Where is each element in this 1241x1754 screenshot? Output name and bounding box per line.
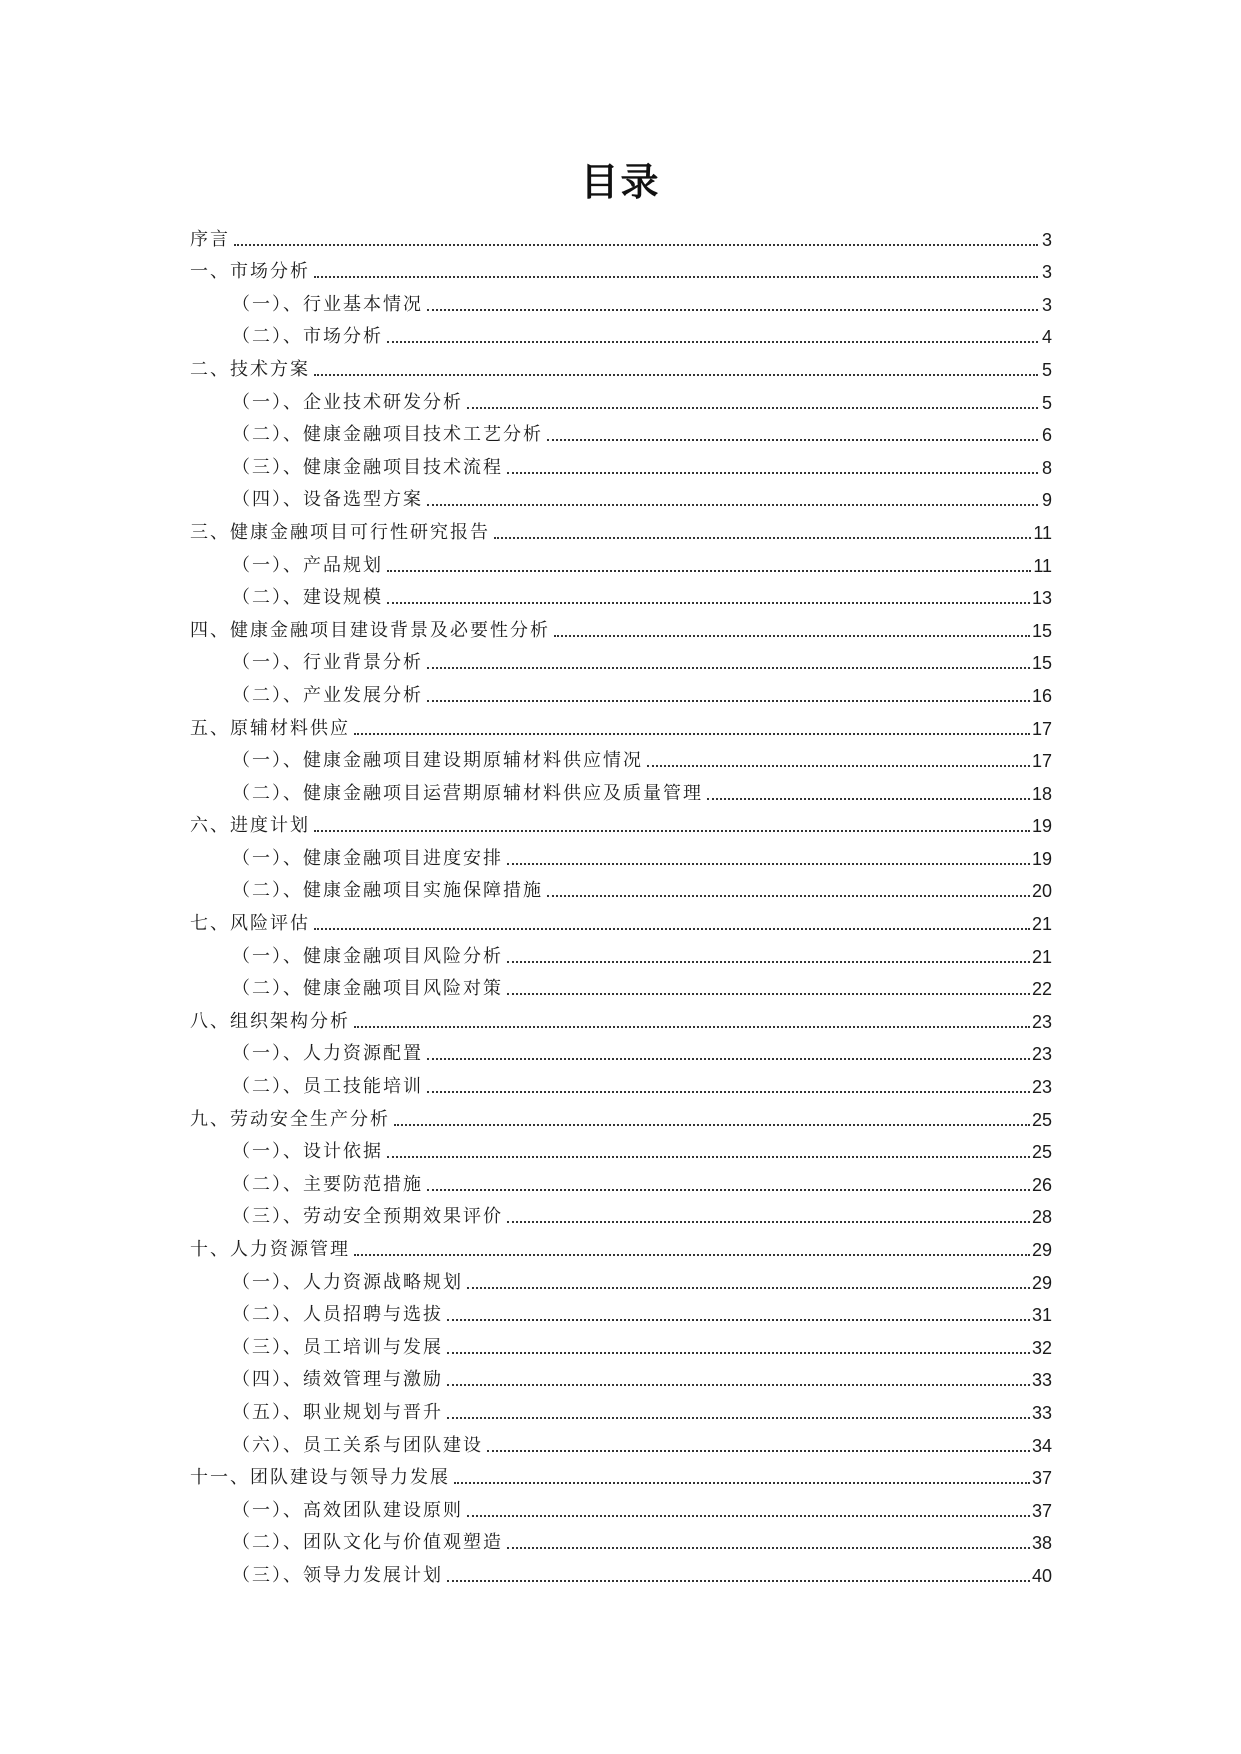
toc-entry-section[interactable]: [190, 1359, 1052, 1392]
toc-dot-leader: [394, 1124, 1030, 1126]
toc-entry-section[interactable]: [190, 1554, 1052, 1587]
toc-dot-leader: [494, 537, 1031, 539]
toc-entry-label: 二、技术方案: [190, 358, 310, 380]
toc-entry-section[interactable]: [190, 935, 1052, 968]
toc-entry-page-number: 29: [1031, 1272, 1052, 1293]
toc-entry-page-number: 28: [1031, 1207, 1052, 1228]
toc-entry-label: 六、进度计划: [190, 815, 310, 837]
toc-dot-leader: [234, 244, 1038, 246]
toc-entry-page-number: 15: [1031, 620, 1052, 641]
toc-dot-leader: [507, 993, 1030, 995]
toc-entry-page-number: 33: [1031, 1370, 1052, 1391]
toc-entry-label: （一）、行业背景分析: [232, 652, 423, 674]
toc-entry-label: （二）、健康金融项目风险对策: [232, 978, 503, 1000]
toc-entry-section[interactable]: [190, 544, 1052, 577]
toc-entry-section[interactable]: [190, 1065, 1052, 1098]
toc-dot-leader: [427, 504, 1038, 506]
toc-dot-leader: [427, 1189, 1030, 1191]
toc-entry-section[interactable]: [190, 968, 1052, 1001]
toc-dot-leader: [547, 895, 1030, 897]
toc-entry-label: 一、市场分析: [190, 261, 310, 283]
toc-entry-section[interactable]: [190, 577, 1052, 610]
toc-entry-page-number: 20: [1031, 881, 1052, 902]
toc-entry-section[interactable]: [190, 1522, 1052, 1555]
toc-entry-section[interactable]: [190, 642, 1052, 675]
toc-entry-section[interactable]: [190, 870, 1052, 903]
toc-entry-label: （二）、健康金融项目实施保障措施: [232, 880, 543, 902]
toc-entry-section[interactable]: [190, 316, 1052, 349]
toc-dot-leader: [427, 667, 1030, 669]
toc-entry-section[interactable]: [190, 674, 1052, 707]
toc-entry-chapter[interactable]: [190, 218, 1052, 251]
toc-entry-section[interactable]: [190, 837, 1052, 870]
toc-entry-page-number: 37: [1031, 1468, 1052, 1489]
toc-dot-leader: [547, 439, 1038, 441]
toc-entry-chapter[interactable]: [190, 1457, 1052, 1490]
toc-dot-leader: [487, 1450, 1030, 1452]
toc-entry-section[interactable]: [190, 1294, 1052, 1327]
toc-entry-label: （六）、员工关系与团队建设: [232, 1434, 483, 1456]
toc-dot-leader: [314, 374, 1038, 376]
toc-entry-section[interactable]: [190, 446, 1052, 479]
toc-entry-label: （三）、劳动安全预期效果评价: [232, 1206, 503, 1228]
toc-dot-leader: [467, 1515, 1030, 1517]
toc-entry-chapter[interactable]: [190, 609, 1052, 642]
toc-entry-section[interactable]: [190, 740, 1052, 773]
toc-entry-page-number: 40: [1031, 1565, 1052, 1586]
toc-entry-section[interactable]: [190, 1326, 1052, 1359]
toc-dot-leader: [507, 1547, 1030, 1549]
toc-entry-chapter[interactable]: [190, 348, 1052, 381]
toc-entry-label: （二）、团队文化与价值观塑造: [232, 1532, 503, 1554]
toc-entry-chapter[interactable]: [190, 1098, 1052, 1131]
toc-entry-page-number: 13: [1031, 588, 1052, 609]
toc-entry-label: （二）、健康金融项目技术工艺分析: [232, 424, 543, 446]
toc-entry-section[interactable]: [190, 479, 1052, 512]
toc-dot-leader: [507, 863, 1030, 865]
toc-entry-section[interactable]: [190, 772, 1052, 805]
toc-entry-page-number: 31: [1031, 1305, 1052, 1326]
toc-dot-leader: [427, 309, 1038, 311]
toc-entry-page-number: 15: [1031, 653, 1052, 674]
toc-entry-label: （一）、人力资源配置: [232, 1043, 423, 1065]
toc-entry-page-number: 21: [1031, 914, 1052, 935]
toc-dot-leader: [447, 1352, 1030, 1354]
toc-entry-label: （二）、健康金融项目运营期原辅材料供应及质量管理: [232, 782, 703, 804]
toc-entry-page-number: 33: [1031, 1402, 1052, 1423]
toc-dot-leader: [387, 570, 1031, 572]
toc-entry-label: （一）、健康金融项目进度安排: [232, 847, 503, 869]
toc-entry-label: （一）、行业基本情况: [232, 293, 423, 315]
toc-entry-label: 八、组织架构分析: [190, 1010, 350, 1032]
toc-entry-chapter[interactable]: [190, 1228, 1052, 1261]
toc-entry-section[interactable]: [190, 1196, 1052, 1229]
toc-dot-leader: [554, 635, 1030, 637]
toc-entry-label: （三）、领导力发展计划: [232, 1564, 443, 1586]
toc-entry-label: （二）、主要防范措施: [232, 1173, 423, 1195]
toc-entry-label: （三）、员工培训与发展: [232, 1336, 443, 1358]
toc-entry-chapter[interactable]: [190, 511, 1052, 544]
toc-dot-leader: [507, 1221, 1030, 1223]
toc-entry-page-number: 19: [1031, 816, 1052, 837]
toc-dot-leader: [447, 1319, 1030, 1321]
toc-dot-leader: [354, 1026, 1030, 1028]
toc-dot-leader: [507, 472, 1038, 474]
toc-dot-leader: [314, 830, 1030, 832]
toc-entry-page-number: 11: [1033, 555, 1052, 576]
table-of-contents: [190, 218, 1052, 1587]
toc-entry-label: （一）、健康金融项目风险分析: [232, 945, 503, 967]
toc-entry-label: （一）、健康金融项目建设期原辅材料供应情况: [232, 750, 643, 772]
toc-dot-leader: [427, 700, 1030, 702]
toc-entry-label: 七、风险评估: [190, 913, 310, 935]
toc-entry-chapter[interactable]: [190, 902, 1052, 935]
toc-entry-label: 四、健康金融项目建设背景及必要性分析: [190, 619, 550, 641]
toc-dot-leader: [454, 1482, 1030, 1484]
toc-entry-label: （二）、人员招聘与选拔: [232, 1304, 443, 1326]
toc-entry-page-number: 16: [1031, 685, 1052, 706]
toc-entry-page-number: 18: [1031, 783, 1052, 804]
toc-dot-leader: [707, 798, 1030, 800]
toc-entry-label: （一）、设计依据: [232, 1141, 383, 1163]
toc-entry-chapter[interactable]: [190, 251, 1052, 284]
toc-dot-leader: [447, 1417, 1030, 1419]
toc-entry-page-number: 3: [1041, 294, 1052, 315]
toc-entry-label: （二）、员工技能培训: [232, 1076, 423, 1098]
toc-entry-page-number: 37: [1031, 1500, 1052, 1521]
toc-dot-leader: [447, 1384, 1030, 1386]
toc-entry-section[interactable]: [190, 414, 1052, 447]
toc-entry-section[interactable]: [190, 1424, 1052, 1457]
toc-entry-section[interactable]: [190, 381, 1052, 414]
toc-dot-leader: [387, 1156, 1030, 1158]
toc-entry-page-number: 26: [1031, 1174, 1052, 1195]
toc-entry-label: （一）、高效团队建设原则: [232, 1499, 463, 1521]
toc-dot-leader: [314, 928, 1030, 930]
toc-entry-label: （五）、职业规划与晋升: [232, 1401, 443, 1423]
toc-entry-page-number: 21: [1031, 946, 1052, 967]
toc-entry-page-number: 3: [1041, 262, 1052, 283]
toc-dot-leader: [387, 602, 1030, 604]
toc-entry-page-number: 8: [1041, 457, 1052, 478]
toc-entry-page-number: 11: [1033, 522, 1052, 543]
toc-entry-page-number: 29: [1031, 1240, 1052, 1260]
toc-entry-page-number: 22: [1031, 979, 1052, 1000]
toc-dot-leader: [387, 341, 1038, 343]
toc-title: 目录: [580, 160, 661, 204]
toc-entry-chapter[interactable]: [190, 1000, 1052, 1033]
toc-entry-section[interactable]: [190, 1489, 1052, 1522]
toc-dot-leader: [467, 1287, 1030, 1289]
toc-dot-leader: [467, 407, 1038, 409]
toc-entry-page-number: 6: [1041, 425, 1052, 446]
toc-entry-page-number: 9: [1041, 490, 1052, 511]
toc-entry-chapter[interactable]: [190, 805, 1052, 838]
toc-entry-page-number: 4: [1041, 327, 1052, 348]
toc-entry-section[interactable]: [190, 1131, 1052, 1164]
toc-dot-leader: [447, 1580, 1030, 1582]
toc-entry-section[interactable]: [190, 1163, 1052, 1196]
toc-entry-page-number: 25: [1031, 1142, 1052, 1163]
toc-entry-label: （四）、绩效管理与激励: [232, 1369, 443, 1391]
toc-entry-label: （四）、设备选型方案: [232, 489, 423, 511]
toc-entry-page-number: 17: [1031, 718, 1052, 739]
toc-entry-page-number: 32: [1031, 1337, 1052, 1358]
toc-entry-label: 三、健康金融项目可行性研究报告: [190, 521, 490, 543]
toc-dot-leader: [507, 961, 1030, 963]
toc-dot-leader: [427, 1058, 1030, 1060]
toc-entry-section[interactable]: [190, 1261, 1052, 1294]
toc-entry-page-number: 3: [1041, 229, 1052, 250]
toc-entry-label: 十一、团队建设与领导力发展: [190, 1467, 450, 1489]
toc-dot-leader: [427, 1091, 1030, 1093]
toc-dot-leader: [354, 733, 1030, 735]
toc-entry-label: 序言: [190, 228, 230, 250]
toc-entry-page-number: 19: [1031, 848, 1052, 869]
toc-entry-label: 五、原辅材料供应: [190, 717, 350, 739]
toc-entry-page-number: 25: [1031, 1109, 1052, 1130]
toc-entry-label: （三）、健康金融项目技术流程: [232, 456, 503, 478]
toc-entry-page-number: 34: [1031, 1435, 1052, 1456]
toc-entry-label: （一）、产品规划: [232, 554, 383, 576]
toc-entry-page-number: 17: [1031, 751, 1052, 772]
toc-entry-page-number: 23: [1031, 1077, 1052, 1098]
toc-dot-leader: [314, 276, 1038, 278]
toc-entry-label: （二）、建设规模: [232, 587, 383, 609]
toc-entry-page-number: 23: [1031, 1044, 1052, 1065]
toc-entry-label: （二）、市场分析: [232, 326, 383, 348]
toc-entry-label: （一）、企业技术研发分析: [232, 391, 463, 413]
toc-entry-label: （一）、人力资源战略规划: [232, 1271, 463, 1293]
toc-dot-leader: [647, 765, 1030, 767]
toc-entry-label: 九、劳动安全生产分析: [190, 1108, 390, 1130]
toc-entry-label: 十、人力资源管理: [190, 1239, 350, 1260]
toc-dot-leader: [354, 1254, 1030, 1256]
toc-entry-page-number: 23: [1031, 1011, 1052, 1032]
toc-entry-chapter[interactable]: [190, 707, 1052, 740]
toc-entry-label: （二）、产业发展分析: [232, 684, 423, 706]
toc-entry-page-number: 38: [1031, 1533, 1052, 1554]
toc-entry-page-number: 5: [1041, 359, 1052, 380]
toc-entry-section[interactable]: [190, 1391, 1052, 1424]
toc-entry-page-number: 5: [1041, 392, 1052, 413]
toc-entry-section[interactable]: [190, 283, 1052, 316]
toc-entry-section[interactable]: [190, 1033, 1052, 1066]
